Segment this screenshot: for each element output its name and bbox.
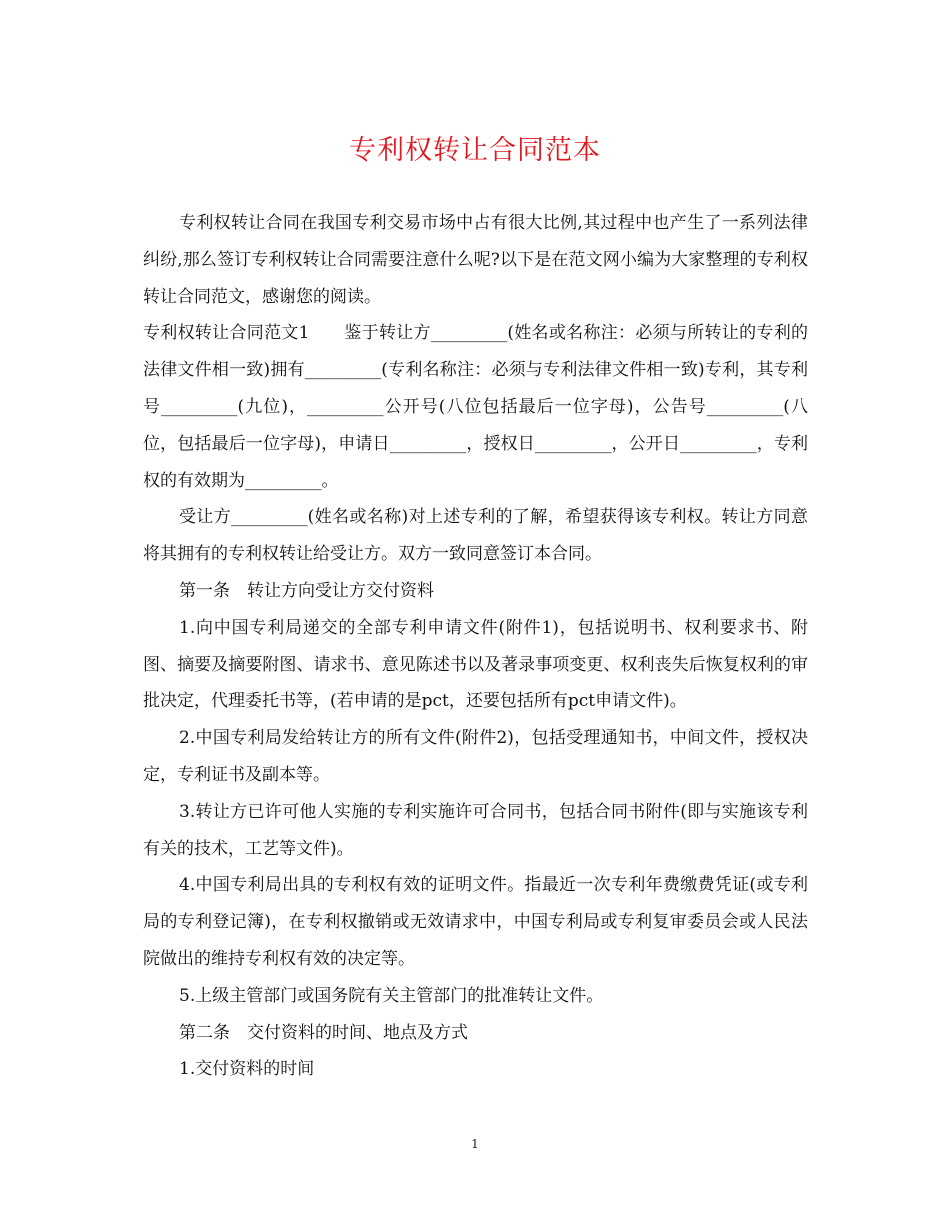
section-heading-article-1: 第一条 转让方向受让方交付资料 [179,580,434,601]
paragraph-assignee: 受让方_________(姓名或名称)对上述专利的了解，希望获得该专利权。转让方同意将其拥有的专利权转让给受让方。双方一致同意签订本合同。 [143,507,808,565]
list-item-article-1-1: 1.向中国专利局递交的全部专利申请文件(附件1)，包括说明书、权利要求书、附图、摘要及摘要附图、请求书、意见陈述书以及著录事项变更、权利丧失后恢复权利的审批决定，代理委托书等，(若申请的是pct，还要包括所有pct申请文件)。 [143,617,808,712]
list-item-article-1-3: 3.转让方已许可他人实施的专利实施许可合同书，包括合同书附件(即与实施该专利有关的技术，工艺等文件)。 [143,801,808,859]
list-item-article-1-5: 5.上级主管部门或国务院有关主管部门的批准转让文件。 [179,985,604,1006]
list-item-article-1-2: 2.中国专利局发给转让方的所有文件(附件2)，包括受理通知书，中间文件，授权决定，专利证书及副本等。 [143,728,808,785]
document-title: 专利权转让合同范本 [349,135,601,166]
list-item-article-2-1: 1.交付资料的时间 [179,1059,315,1080]
document-body [143,205,808,1088]
section-heading-article-2: 第二条 交付资料的时间、地点及方式 [179,1022,468,1043]
paragraph-intro: 专利权转让合同在我国专利交易市场中占有很大比例,其过程中也产生了一系列法律纠纷,那么签订专利权转让合同需要注意什么呢?以下是在范文网小编为大家整理的专利权转让合同范文，感谢您的阅读。 [143,213,808,307]
list-item-article-1-4: 4.中国专利局出具的专利权有效的证明文件。指最近一次专利年费缴费凭证(或专利局的专利登记簿)，在专利权撤销或无效请求中，中国专利局或专利复审委员会或人民法院做出的维持专利权有效的决定等。 [143,875,808,969]
paragraph-sample-1-preamble: 专利权转让合同范文1 鉴于转让方_________(姓名或名称注：必须与所转让的专利的法律文件相一致)拥有_________(专利名称注：必须与专利法律文件相一致)专利，其专利号_________(九位)，_________公开号(八位包括最后一位字母)，公告号_________(八位，包括最后一位字母)，申请日_________，授权日_________，公开日_________，专利权的有效期为_________。 [143,323,808,491]
page-number: 1 [471,1137,479,1151]
